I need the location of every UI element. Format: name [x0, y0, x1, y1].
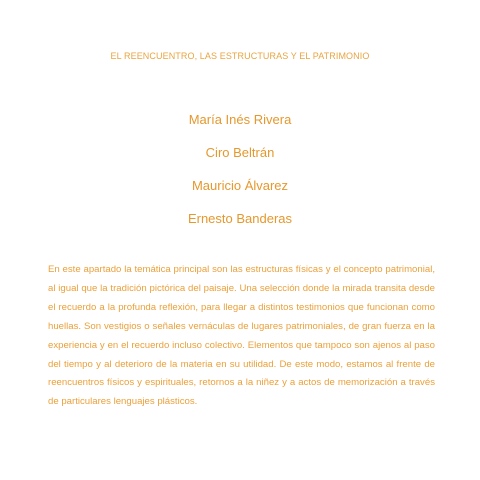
author-list [0, 110, 480, 242]
author-name: Ernesto Banderas [187, 211, 293, 226]
author-name: Ciro Beltrán [205, 145, 275, 160]
section-title: EL REENCUENTRO, LAS ESTRUCTURAS Y EL PATRIMONIO [110, 51, 370, 61]
body-paragraph: En este apartado la temática principal son las estructuras físicas y el concepto patrimonial, al igual que la tradición pictórica del paisaje. Una selección donde la mirada transita desde el recuerdo a la profunda reflexión, para llegar a distintos testimonios que funcionan como huellas. Son vestigios o señales vernáculas de lugares patrimoniales, de gran fuerza en la experiencia y en el recuerdo incluso colectivo. Elementos que tampoco son ajenos al paso del tiempo y al deterioro de la materia en su utilidad. De este modo, estamos al frente de reencuentros físicos y espirituales, retornos a la niñez y a actos de memorización a través de particulares lenguajes plásticos. [48, 264, 435, 408]
author-name: Mauricio Álvarez [191, 178, 289, 193]
author-name: María Inés Rivera [188, 112, 292, 127]
